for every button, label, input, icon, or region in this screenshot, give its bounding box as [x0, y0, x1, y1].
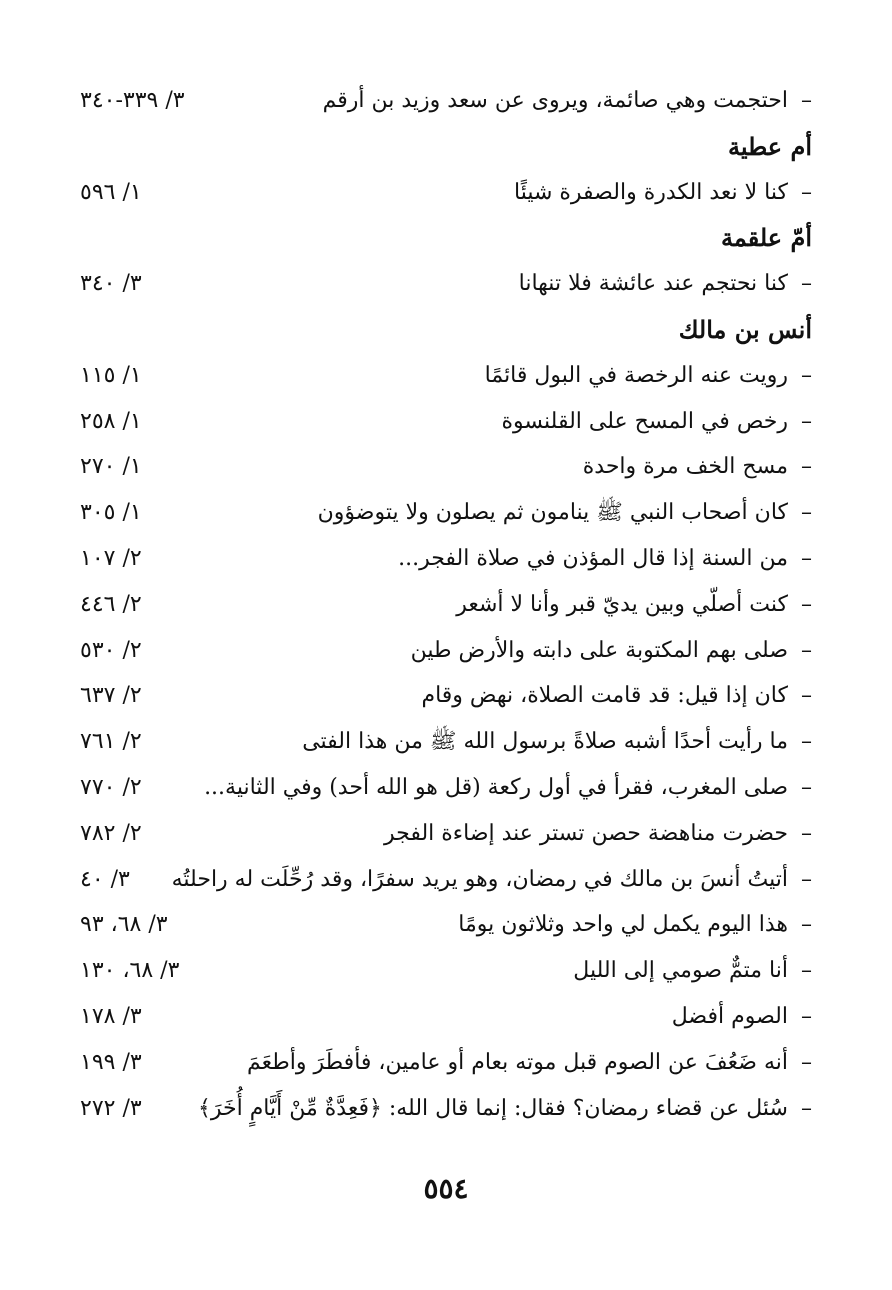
index-entry	[80, 902, 812, 948]
index-entry	[80, 948, 812, 994]
entry-text: كنت أصلّي وبين يديّ قبر وأنا لا أشعر	[456, 591, 788, 617]
index-entry	[80, 857, 812, 903]
entry-text: سُئل عن قضاء رمضان؟ فقال: إنما قال الله: ﴿فَعِدَّةٌ مِّنْ أَيَّامٍ أُخَرَ﴾	[197, 1095, 788, 1121]
entry-reference: ٢/ ٧٦١	[80, 729, 142, 755]
entry-dash: –	[801, 362, 812, 388]
entry-reference: ١/ ٢٧٠	[80, 454, 142, 480]
entry-reference: ٣/ ٦٨، ١٣٠	[80, 958, 180, 984]
index-entry	[80, 765, 812, 811]
hadith-index-list	[80, 78, 812, 1131]
entry-dash: –	[801, 637, 812, 663]
index-entry	[80, 170, 812, 216]
entry-dash: –	[801, 271, 812, 297]
entry-reference: ١/ ١١٥	[80, 362, 142, 388]
entry-text: أنه ضَعُفَ عن الصوم قبل موته بعام أو عامين، فأفطَرَ وأطعَمَ	[247, 1049, 788, 1075]
entry-text: الصوم أفضل	[671, 1003, 788, 1029]
entry-dash: –	[801, 912, 812, 938]
entry-reference: ٣/ ٢٧٢	[80, 1095, 142, 1121]
entry-text: كنا لا نعد الكدرة والصفرة شيئًا	[513, 179, 788, 205]
entry-text: كان إذا قيل: قد قامت الصلاة، نهض وقام	[421, 683, 788, 709]
entry-dash: –	[801, 1049, 812, 1075]
entry-reference: ١/ ٢٥٨	[80, 408, 142, 434]
entry-reference: ٣/ ١٩٩	[80, 1049, 142, 1075]
entry-reference: ٢/ ٧٧٠	[80, 774, 142, 800]
narrator-heading: أنس بن مالك	[678, 314, 812, 344]
entry-text: حضرت مناهضة حصن تستر عند إضاءة الفجر	[383, 820, 788, 846]
entry-text: مسح الخف مرة واحدة	[582, 454, 788, 480]
entry-text: رخص في المسح على القلنسوة	[501, 408, 788, 434]
entry-dash: –	[801, 408, 812, 434]
entry-reference: ٣/ ٣٤٠	[80, 271, 142, 297]
index-entry	[80, 78, 812, 124]
entry-reference: ٣/ ٣٣٩-٣٤٠	[80, 88, 185, 113]
index-entry	[80, 536, 812, 582]
entry-dash: –	[801, 958, 812, 984]
entry-dash: –	[801, 1095, 812, 1121]
entry-reference: ٣/ ١٧٨	[80, 1003, 142, 1029]
index-entry	[80, 261, 812, 307]
entry-reference: ٢/ ٥٣٠	[80, 637, 142, 663]
entry-dash: –	[801, 820, 812, 846]
index-entry	[80, 444, 812, 490]
entry-reference: ١/ ٥٩٦	[80, 179, 142, 205]
index-entry	[80, 719, 812, 765]
narrator-heading: أم عطية	[728, 131, 812, 161]
index-entry	[80, 994, 812, 1040]
entry-reference: ٢/ ١٠٧	[80, 545, 142, 571]
index-entry	[80, 399, 812, 445]
entry-text: ما رأيت أحدًا أشبه صلاةً برسول الله ﷺ من هذا الفتى	[302, 729, 788, 755]
entry-dash: –	[801, 866, 812, 892]
entry-text: أتيتُ أنسَ بن مالك في رمضان، وهو يريد سفرًا، وقد رُحِّلَت له راحلتُه	[171, 866, 788, 892]
entry-dash: –	[801, 88, 812, 113]
entry-reference: ٢/ ٤٤٦	[80, 591, 142, 617]
entry-dash: –	[801, 591, 812, 617]
entry-dash: –	[801, 1003, 812, 1029]
entry-text: هذا اليوم يكمل لي واحد وثلاثون يومًا	[458, 912, 788, 938]
entry-reference: ٢/ ٧٨٢	[80, 820, 142, 846]
index-entry	[80, 582, 812, 628]
index-entry	[80, 1086, 812, 1132]
entry-text: أنا متمٌّ صومي إلى الليل	[573, 958, 788, 984]
index-entry	[80, 490, 812, 536]
narrator-heading: أمّ علقمة	[720, 223, 812, 253]
entry-text: كنا نحتجم عند عائشة فلا تنهانا	[518, 271, 788, 297]
index-entry	[80, 1040, 812, 1086]
entry-text: صلى المغرب، فقرأ في أول ركعة (قل هو الله أحد) وفي الثانية...	[204, 774, 788, 800]
entry-dash: –	[801, 454, 812, 480]
index-entry	[80, 673, 812, 719]
entry-text: من السنة إذا قال المؤذن في صلاة الفجر...	[398, 545, 788, 571]
entry-dash: –	[801, 179, 812, 205]
index-entry	[80, 628, 812, 674]
entry-dash: –	[801, 683, 812, 709]
entry-text: كان أصحاب النبي ﷺ ينامون ثم يصلون ولا يتوضؤون	[317, 500, 788, 526]
entry-dash: –	[801, 500, 812, 526]
entry-dash: –	[801, 729, 812, 755]
index-entry	[80, 353, 812, 399]
entry-text: رويت عنه الرخصة في البول قائمًا	[484, 362, 788, 388]
entry-dash: –	[801, 774, 812, 800]
page-number: ٥٥٤	[423, 1172, 469, 1205]
entry-text: احتجمت وهي صائمة، ويروى عن سعد وزيد بن أرقم	[322, 88, 788, 113]
entry-text: صلى بهم المكتوبة على دابته والأرض طين	[410, 637, 788, 663]
entry-reference: ١/ ٣٠٥	[80, 500, 142, 526]
entry-reference: ٢/ ٦٣٧	[80, 683, 142, 709]
index-entry	[80, 811, 812, 857]
entry-dash: –	[801, 545, 812, 571]
entry-reference: ٣/ ٦٨، ٩٣	[80, 912, 168, 938]
entry-reference: ٣/ ٤٠	[80, 866, 130, 892]
